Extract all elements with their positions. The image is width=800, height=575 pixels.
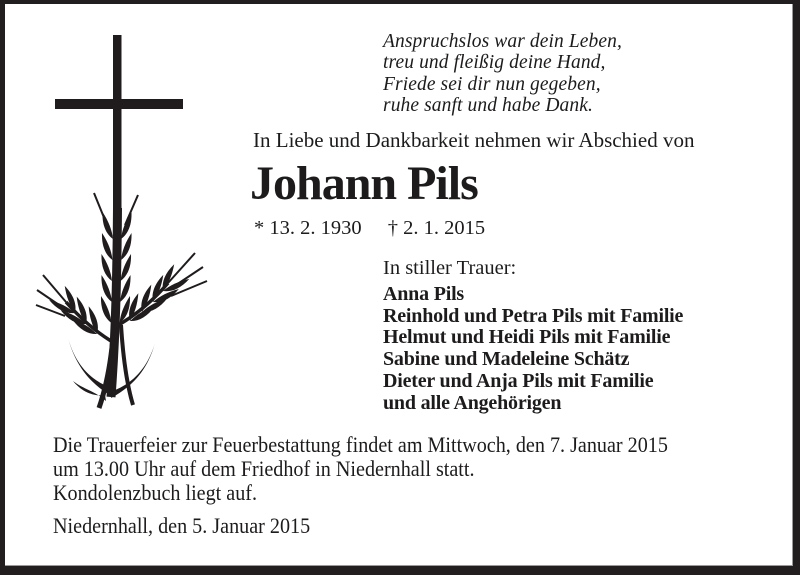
mourner-name: Helmut und Heidi Pils mit Familie [383,326,671,349]
memorial-verse [383,31,622,117]
funeral-line: um 13.00 Uhr auf dem Friedhof in Niedernhall statt. [53,456,475,482]
verse-line: Friede sei dir nun gegeben, [383,73,601,95]
mourning-label: In stiller Trauer: [383,257,517,279]
verse-line: treu und fleißig deine Hand, [383,52,606,74]
mourner-name: Reinhold und Petra Pils mit Familie [383,304,684,327]
verse-line: Anspruchslos war dein Leben, [383,31,622,52]
mourner-name: und alle Angehörigen [383,391,562,414]
funeral-info [53,433,668,506]
mourner-name: Dieter und Anja Pils mit Familie [383,369,654,392]
place-dateline: Niedernhall, den 5. Januar 2015 [53,513,311,538]
funeral-line: Die Trauerfeier zur Feuerbestattung findet am Mittwoch, den 7. Januar 2015 [53,432,668,457]
birth-date: * 13. 2. 1930 [254,217,362,239]
funeral-line: Kondolenzbuch liegt auf. [53,480,258,506]
verse-line: ruhe sanft und habe Dank. [383,95,593,117]
intro-line: In Liebe und Dankbarkeit nehmen wir Abschied von [253,128,695,152]
life-dates [254,216,485,240]
cross-and-wheat-icon [35,25,245,420]
mourner-name: Sabine und Madeleine Schätz [383,348,630,371]
death-date: † 2. 1. 2015 [387,217,486,239]
mourner-list [383,284,683,414]
deceased-name: Johann Pils [250,157,478,210]
mourner-name: Anna Pils [383,283,465,305]
